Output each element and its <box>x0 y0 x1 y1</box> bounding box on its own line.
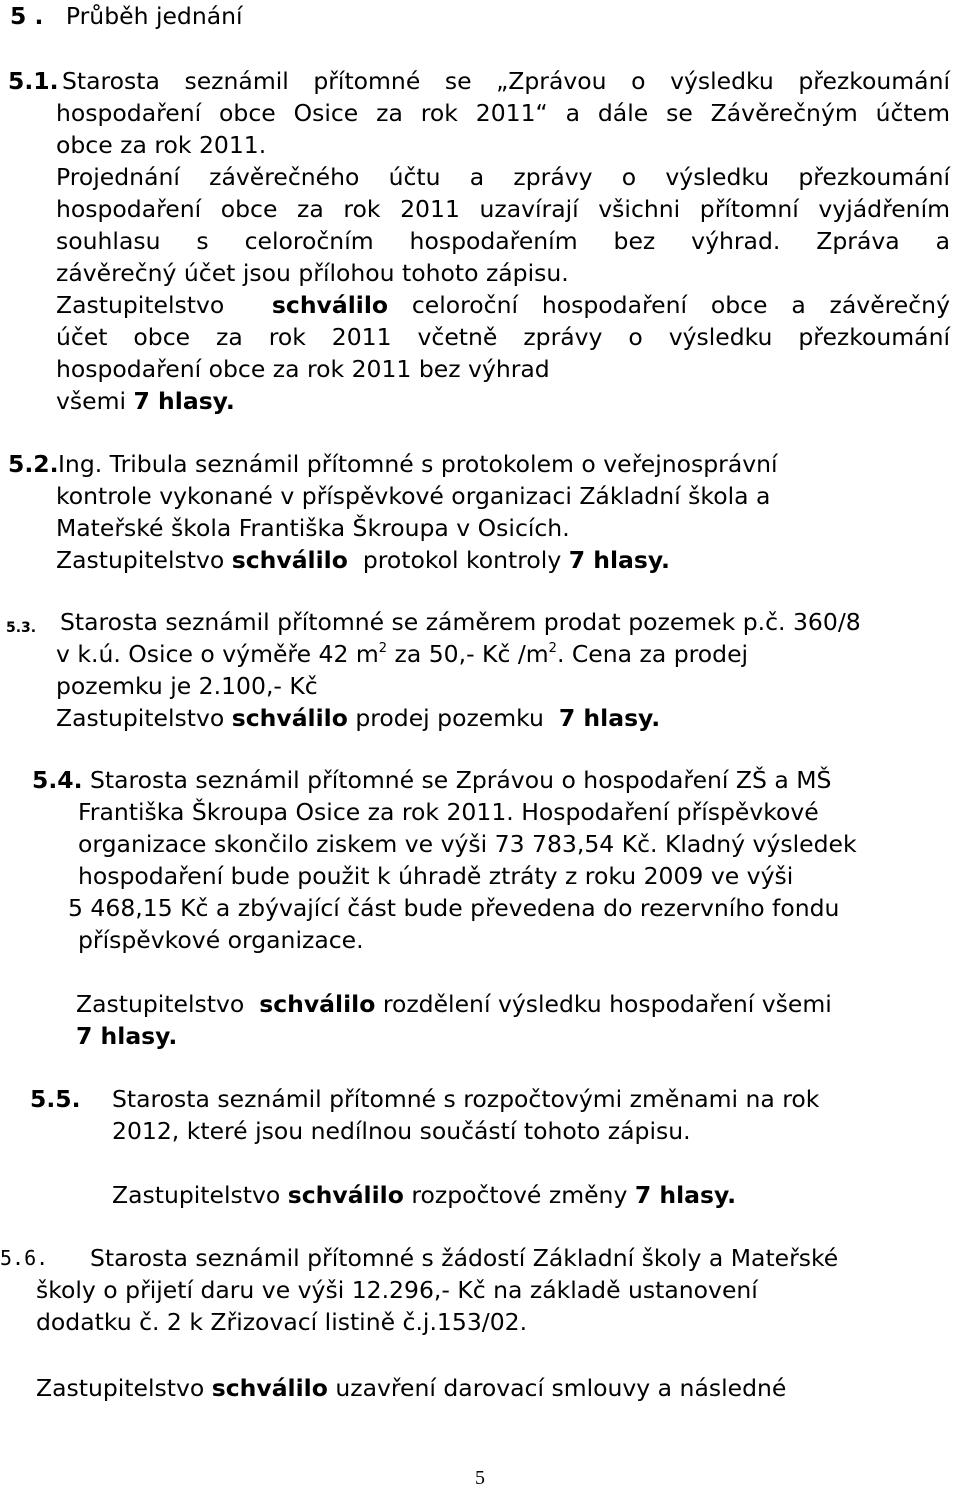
paragraph-line: hospodaření obce za rok 2011 bez výhrad <box>56 355 550 383</box>
resolution-text: protokol kontroly <box>362 546 562 574</box>
paragraph-line: Projednání závěrečného účtu a zprávy o výsledku přezkoumání <box>56 163 950 191</box>
paragraph-line: 5 468,15 Kč a zbývající část bude převedena do rezervního fondu <box>68 894 840 922</box>
paragraph-line <box>56 638 748 670</box>
resolution-verb: schválilo <box>231 546 348 574</box>
superscript: 2 <box>548 641 557 656</box>
superscript: 2 <box>378 641 388 656</box>
paragraph-line: pozemku je 2.100,- Kč <box>56 672 318 700</box>
vote-count: 7 hlasy. <box>568 546 670 574</box>
resolution-text: uzavření darovací smlouvy a následné <box>335 1374 787 1402</box>
resolution-line <box>56 289 950 321</box>
paragraph-line: organizace skončilo ziskem ve výši 73 783,54 Kč. Kladný výsledek <box>78 830 857 858</box>
resolution-verb: schválilo <box>287 1181 404 1209</box>
paragraph-line: školy o přijetí daru ve výši 12.296,- Kč na základě ustanovení <box>36 1276 758 1304</box>
paragraph-line: Starosta seznámil přítomné se Zprávou o hospodaření ZŠ a MŠ <box>90 766 832 794</box>
resolution-line <box>56 544 670 576</box>
resolution-subject: Zastupitelstvo <box>112 1181 281 1209</box>
page-number: 5 <box>475 1467 485 1489</box>
paragraph-line: obce za rok 2011. <box>56 131 267 159</box>
paragraph-line: příspěvkové organizace. <box>78 926 364 954</box>
paragraph-line: hospodaření obce za rok 2011 uzavírají všichni přítomní vyjádřením <box>56 195 950 223</box>
resolution-verb: schválilo <box>231 704 348 732</box>
resolution-line <box>56 702 660 734</box>
resolution-subject: Zastupitelstvo <box>56 291 225 319</box>
resolution-verb: schválilo <box>271 291 389 319</box>
paragraph-line: Starosta seznámil přítomné s žádostí Základní školy a Mateřské <box>90 1244 839 1272</box>
paragraph-line: 2012, které jsou nedílnou součástí tohoto zápisu. <box>112 1117 691 1145</box>
vote-count: 7 hlasy. <box>634 1181 737 1209</box>
item-number: 5.6. <box>0 1246 49 1270</box>
paragraph-line: dodatku č. 2 k Zřizovací listině č.j.153/02. <box>36 1308 528 1336</box>
paragraph-line: Mateřské škola Františka Škroupa v Osicích. <box>56 514 570 542</box>
section-heading <box>10 0 243 32</box>
vote-line <box>56 385 235 417</box>
resolution-verb: schválilo <box>211 1374 328 1402</box>
resolution-line <box>112 1179 736 1211</box>
item-number: 5.4. <box>32 766 83 794</box>
price-text: za 50,- Kč /m <box>387 640 549 668</box>
resolution-subject: Zastupitelstvo <box>36 1374 205 1402</box>
vote-count: 7 hlasy. <box>76 1022 178 1050</box>
item-number: 5.3. <box>6 620 37 636</box>
paragraph-line: kontrole vykonané v příspěvkové organizaci Základní škola a <box>56 482 771 510</box>
item-number: 5.2. <box>8 450 59 478</box>
paragraph-line: Starosta seznámil přítomné se „Zprávou o výsledku přezkoumání <box>62 67 950 95</box>
vote-label: všemi <box>56 387 127 415</box>
resolution-subject: Zastupitelstvo <box>56 546 225 574</box>
paragraph-line: Ing. Tribula seznámil přítomné s protokolem o veřejnosprávní <box>58 450 778 478</box>
area-text: v k.ú. Osice o výměře 42 m <box>56 640 379 668</box>
resolution-text: rozpočtové změny <box>411 1181 628 1209</box>
paragraph-line: účet obce za rok 2011 včetně zprávy o výsledku přezkoumání <box>56 323 950 351</box>
paragraph-line: hospodaření bude použit k úhradě ztráty z roku 2009 ve výši <box>78 862 794 890</box>
resolution-text: rozdělení výsledku hospodaření všemi <box>382 990 832 1018</box>
paragraph-line: závěrečný účet jsou přílohou tohoto zápisu. <box>56 259 569 287</box>
paragraph-line: Františka Škroupa Osice za rok 2011. Hospodaření příspěvkové <box>78 798 819 826</box>
paragraph-line: Starosta seznámil přítomné s rozpočtovými změnami na rok <box>112 1085 820 1113</box>
paragraph-line: Starosta seznámil přítomné se záměrem prodat pozemek p.č. 360/8 <box>60 608 861 636</box>
resolution-verb: schválilo <box>259 990 376 1018</box>
vote-count: 7 hlasy. <box>558 704 661 732</box>
resolution-line <box>76 988 832 1020</box>
paragraph-line: souhlasu s celoročním hospodařením bez výhrad. Zpráva a <box>56 227 950 255</box>
resolution-subject: Zastupitelstvo <box>76 990 245 1018</box>
item-number: 5.1. <box>8 67 59 95</box>
section-title: Průběh jednání <box>65 2 243 30</box>
section-number: 5 . <box>10 2 44 30</box>
vote-count: 7 hlasy. <box>133 387 235 415</box>
resolution-subject: Zastupitelstvo <box>56 704 225 732</box>
resolution-line <box>36 1372 786 1404</box>
resolution-text: celoroční hospodaření obce a závěrečný <box>411 291 950 319</box>
paragraph-line: hospodaření obce Osice za rok 2011“ a dále se Závěrečným účtem <box>56 99 950 127</box>
resolution-text: prodej pozemku <box>355 704 544 732</box>
item-number: 5.5. <box>30 1085 81 1113</box>
price-text-end: . Cena za prodej <box>556 640 749 668</box>
